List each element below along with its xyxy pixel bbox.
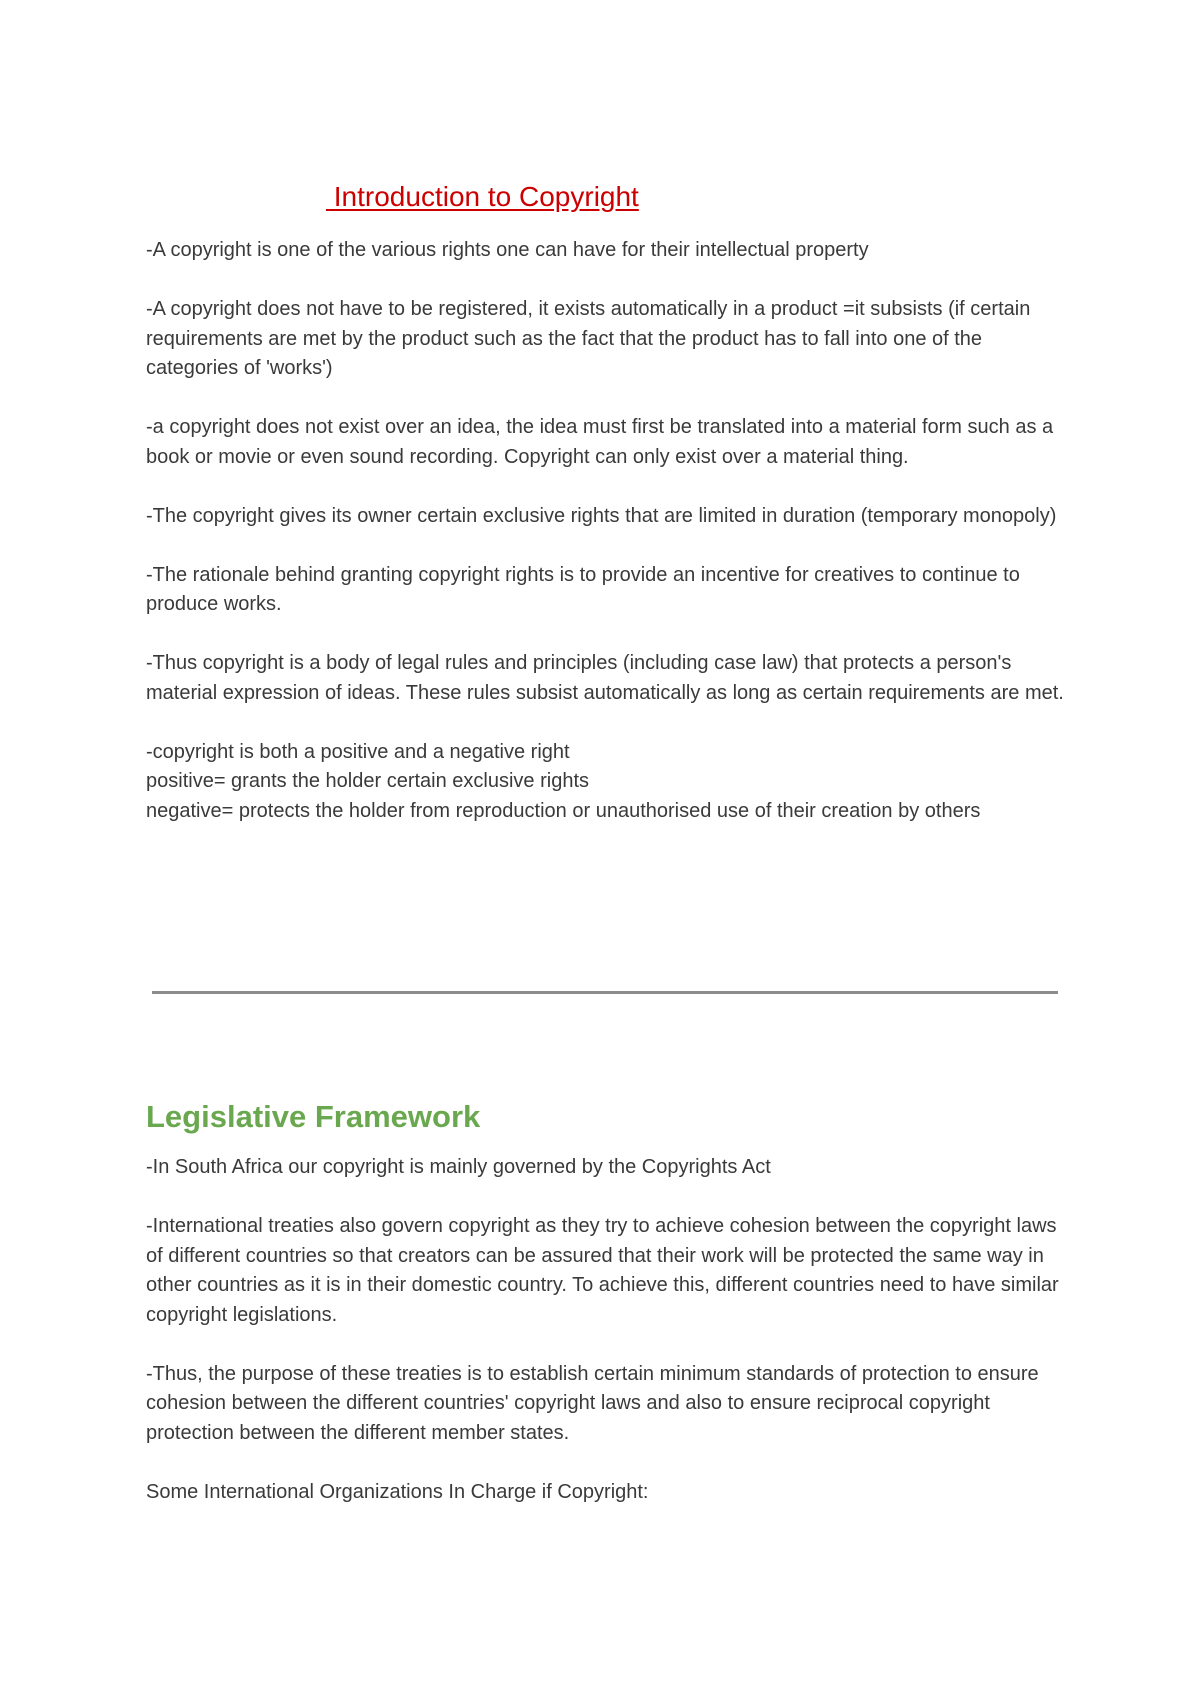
rights-paragraph [146, 738, 1066, 827]
legislative-section [146, 1153, 1066, 1507]
rights-line-negative: negative= protects the holder from reproduction or unauthorised use of their creation by others [146, 799, 981, 822]
legislative-paragraph-4: Some International Organizations In Charge if Copyright: [146, 1480, 649, 1503]
rights-line-positive: positive= grants the holder certain exclusive rights [146, 770, 590, 792]
legislative-paragraph-2: -International treaties also govern copyright as they try to achieve cohesion between the copyright laws of different countries so that creators can be assured that their work will be protected the same way in other countries as it is in their domestic country. To achieve this, different countries need to have similar copyright legislations. [146, 1215, 1059, 1326]
legislative-heading: Legislative Framework [146, 1099, 481, 1134]
intro-paragraph-6: -Thus copyright is a body of legal rules and principles (including case law) that protects a person's material expression of ideas. These rules subsist automatically as long as certain requirements are met. [146, 652, 1064, 704]
intro-paragraph-4: -The copyright gives its owner certain exclusive rights that are limited in duration (temporary monopoly) [146, 504, 1057, 527]
intro-paragraph-3: -a copyright does not exist over an idea, the idea must first be translated into a material form such as a book or movie or even sound recording. Copyright can only exist over a material thing. [146, 416, 1054, 468]
intro-paragraph-1: -A copyright is one of the various rights one can have for their intellectual property [146, 239, 869, 261]
intro-section [146, 236, 1066, 826]
intro-heading: Introduction to Copyright [326, 181, 639, 212]
horizontal-divider [152, 991, 1058, 994]
legislative-paragraph-3: -Thus, the purpose of these treaties is to establish certain minimum standards of protection to ensure cohesion between the different countries' copyright laws and also to ensure reciprocal copyright protection between the different member states. [146, 1362, 1039, 1444]
rights-line-summary: -copyright is both a positive and a negative right [146, 740, 570, 763]
legislative-paragraph-1: -In South Africa our copyright is mainly governed by the Copyrights Act [146, 1156, 771, 1178]
intro-paragraph-5: -The rationale behind granting copyright rights is to provide an incentive for creatives to continue to produce works. [146, 563, 1020, 615]
intro-paragraph-2: -A copyright does not have to be registered, it exists automatically in a product =it subsists (if certain requirements are met by the product such as the fact that the product has to fall into one of the categories of 'works') [146, 298, 1031, 379]
